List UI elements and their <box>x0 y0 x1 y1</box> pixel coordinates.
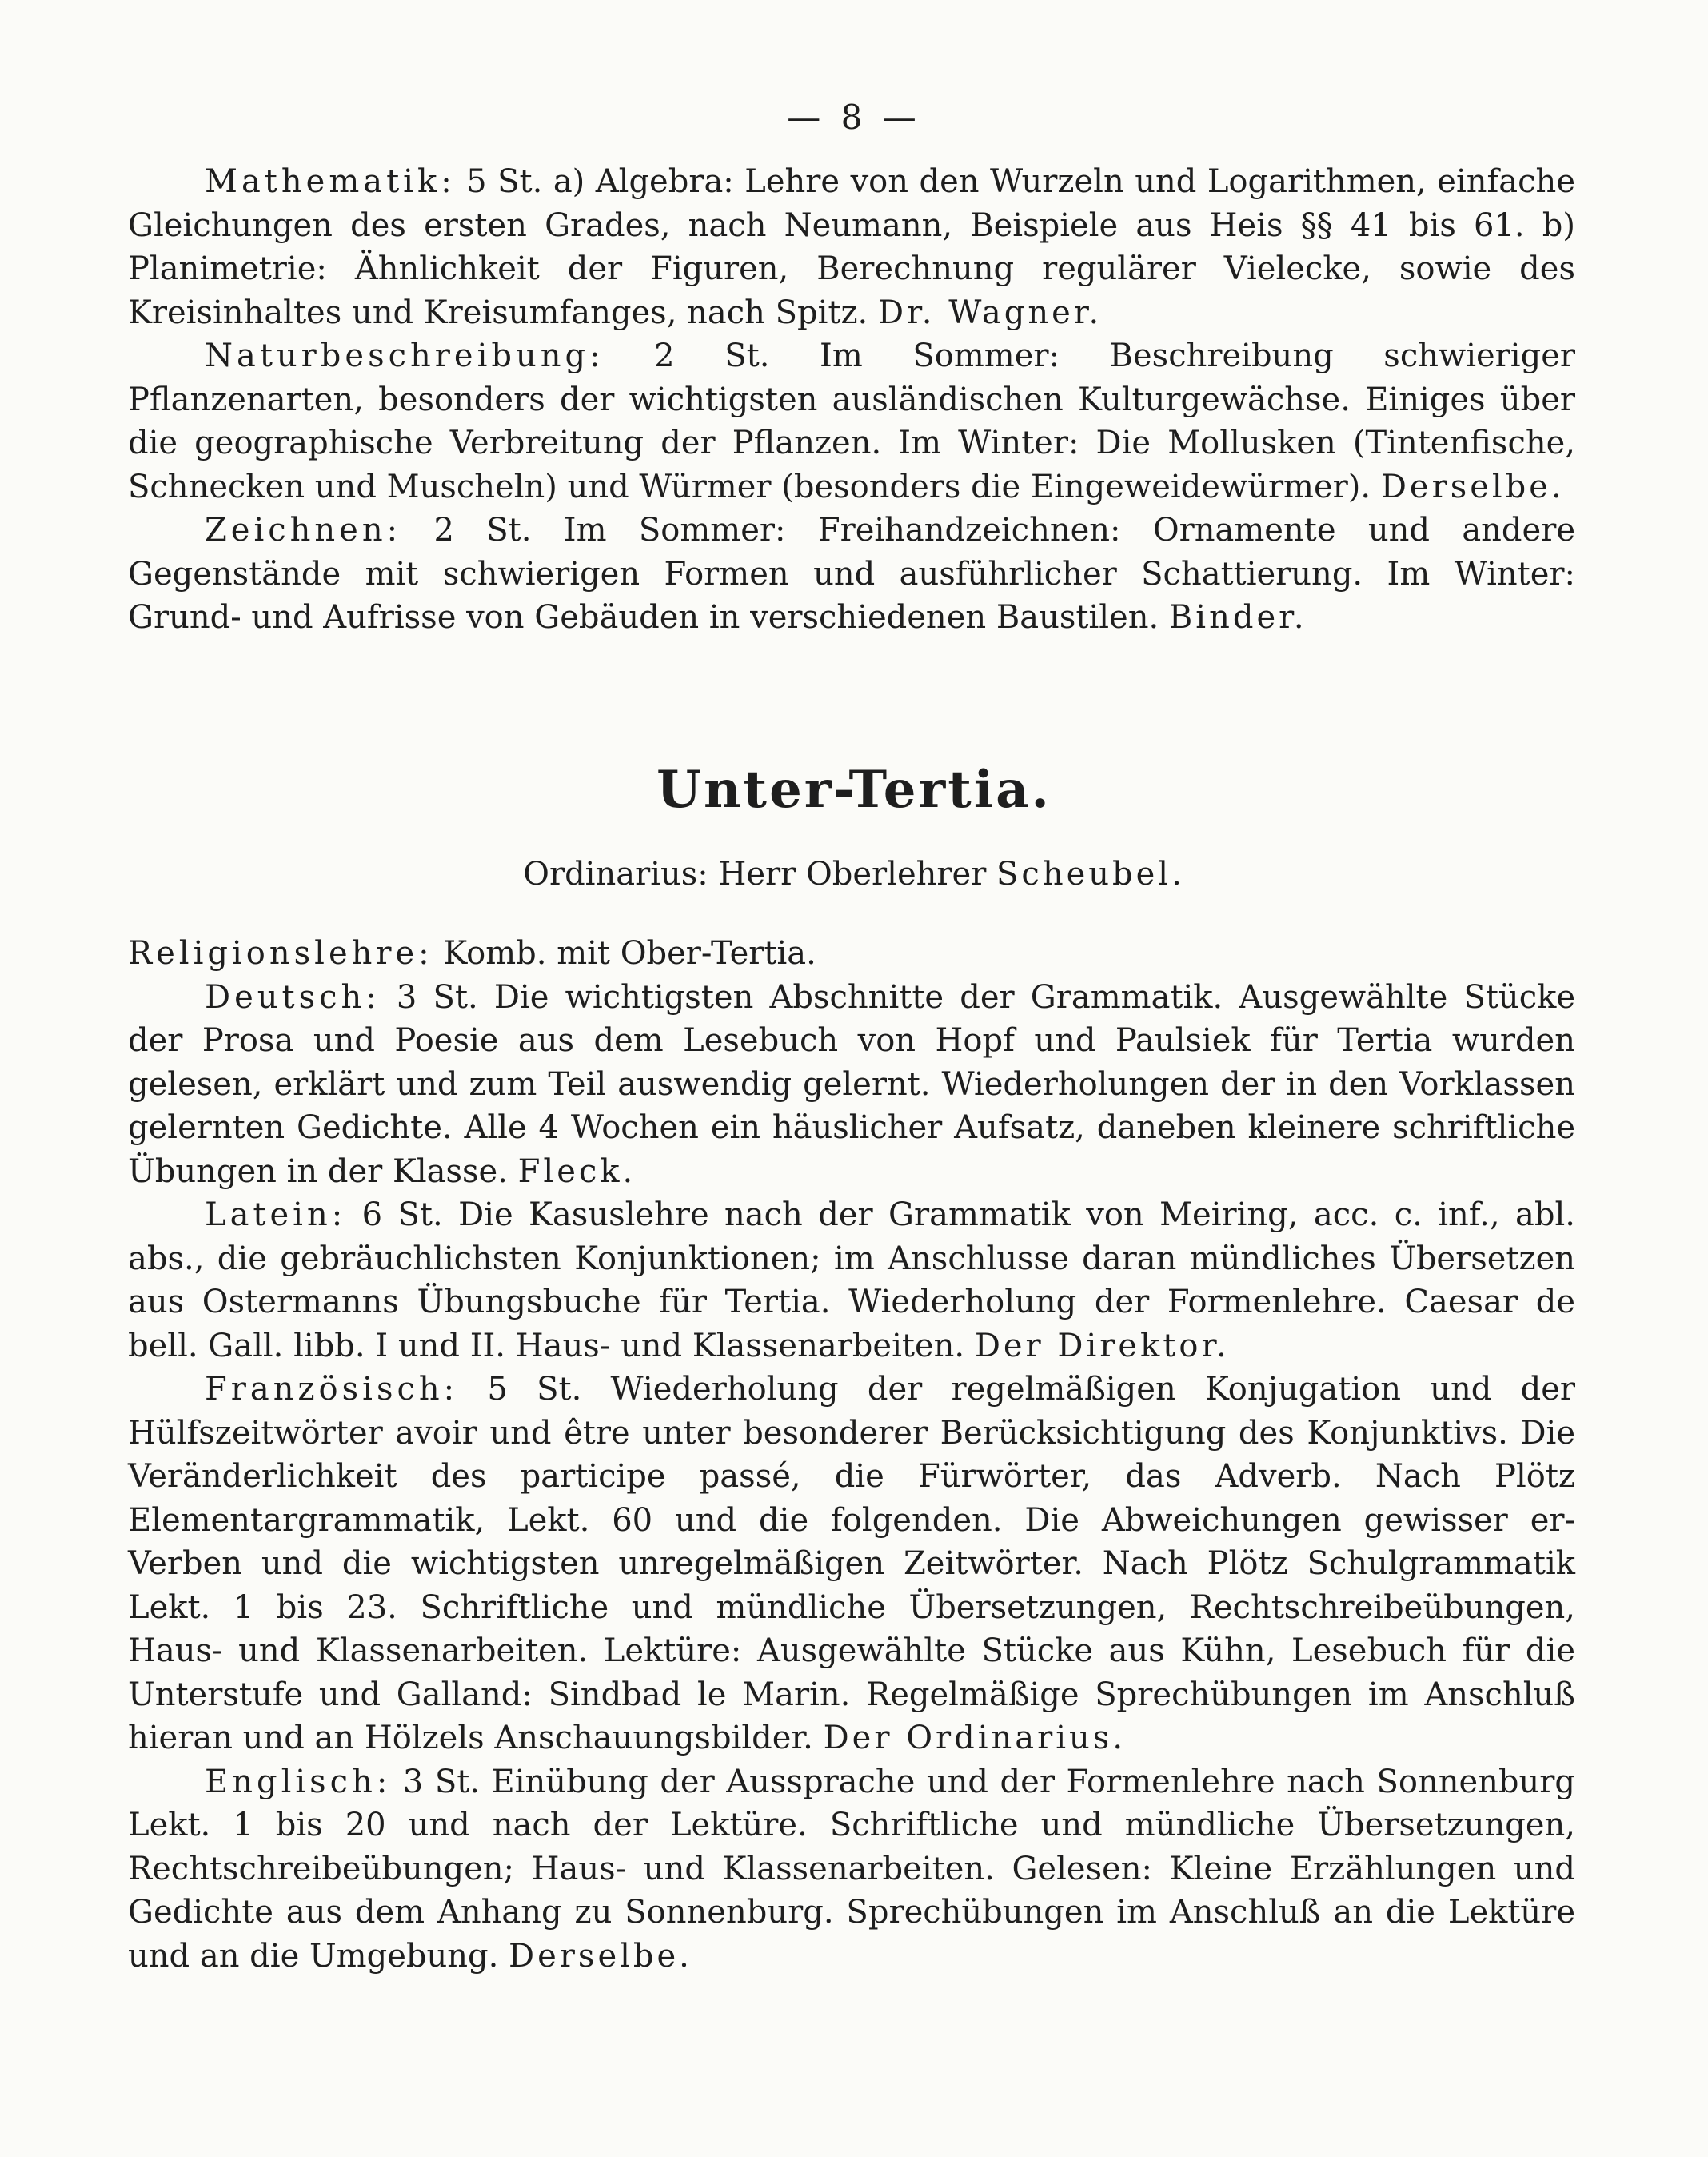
paragraph-text: 3 St. Einübung der Aussprache und der Formenlehre nach Sonnenburg Lekt. 1 bis 20 und nach der Lektüre. Schriftliche und mündliche Übersetzungen, Rechtschreibeübungen; Haus- und Klassenarbeiten. Gelesen: Kleine Erzählungen und Gedichte aus dem Anhang zu Sonnenburg. Sprechübungen im Anschluß an die Lektüre und an die Umgebung. <box>128 1763 1575 1975</box>
paragraph-text: 2 St. Im Sommer: Freihandzeichnen: Ornamente und andere Gegenstände mit schwierigen Formen und ausführlicher Schattierung. Im Winter: Grund- und Aufrisse von Gebäuden in verschiedenen Baustilen. <box>128 512 1575 636</box>
paragraph-latein <box>128 1193 1575 1368</box>
paragraph-zeichnen <box>128 509 1575 640</box>
teacher-name: Derselbe. <box>509 1937 692 1975</box>
subject-heading: Naturbeschreibung: <box>205 338 605 374</box>
subject-heading: Deutsch: <box>205 978 381 1016</box>
subject-heading: Mathematik: <box>205 163 456 200</box>
section-title: Unter-Tertia. <box>656 760 1052 820</box>
teacher-name: Fleck. <box>517 1152 637 1190</box>
paragraph-text: Komb. mit Ober-Tertia. <box>433 935 816 972</box>
paragraph-franzoesisch <box>128 1368 1575 1760</box>
paragraph-text: 5 St. a) Algebra: Lehre von den Wurzeln und Logarithmen, einfache Gleichungen des ersten Grades, nach Neumann, Beispiele aus Heis §§ 41 bis 61. b) Planimetrie: Ähnlichkeit der Figuren, Berechnung regulärer Vielecke, sowie des Kreisinhaltes und Kreisumfanges, nach Spitz. <box>128 163 1575 331</box>
paragraph-text: 3 St. Die wichtigsten Abschnitte der Grammatik. Ausgewählte Stücke der Prosa und Poesie aus dem Lesebuch von Hopf und Paulsiek für Tertia wurden gelesen, erklärt und zum Teil auswendig gelernt. Wiederholungen der in den Vorklassen gelernten Gedichte. Alle 4 Wochen ein häuslicher Aufsatz, daneben kleinere schriftliche Übungen in der Klasse. <box>128 978 1575 1190</box>
subject-heading: Zeichnen: <box>205 512 402 549</box>
teacher-name: Der Ordinarius. <box>823 1720 1127 1756</box>
paragraph-deutsch <box>128 976 1575 1194</box>
paragraph-religionslehre <box>128 932 1575 976</box>
paragraph-naturbeschreibung <box>128 334 1575 509</box>
lower-text-block <box>128 932 1575 1978</box>
teacher-name: Dr. Wagner. <box>878 294 1103 331</box>
upper-text-block <box>128 160 1575 640</box>
ordinarius-line <box>0 856 1708 893</box>
subject-heading: Religionslehre: <box>128 935 433 972</box>
paragraph-text: 2 St. Im Sommer: Beschreibung schwieriger Pflanzenarten, besonders der wichtigsten ausländischen Kulturgewächse. Einiges über die geographische Verbreitung der Pflanzen. Im Winter: Die Mollusken (Tintenfische, Schnecken und Muscheln) und Würmer (besonders die Eingeweidewürmer). <box>128 338 1575 505</box>
page-number: — 8 — <box>787 98 921 137</box>
paragraph-englisch <box>128 1760 1575 1979</box>
subject-heading: Latein: <box>205 1196 347 1233</box>
paragraph-text: 6 St. Die Kasuslehre nach der Grammatik von Meiring, acc. c. inf., abl. abs., die gebräuchlichsten Konjunktionen; im Anschlusse daran mündliches Übersetzen aus Ostermanns Übungsbuche für Tertia. Wiederholung der Formenlehre. Caesar de bell. Gall. libb. I und II. Haus- und Klassenarbeiten. <box>128 1196 1575 1364</box>
subject-heading: Englisch: <box>205 1763 392 1800</box>
paragraph-mathematik <box>128 160 1575 334</box>
ordinarius-label: Ordinarius: Herr Oberlehrer <box>523 856 997 893</box>
teacher-name: Binder. <box>1168 599 1307 636</box>
teacher-name: Derselbe. <box>1380 468 1565 505</box>
subject-heading: Französisch: <box>205 1371 459 1408</box>
teacher-name: Der Direktor. <box>974 1327 1230 1364</box>
paragraph-text: 5 St. Wiederholung der regelmäßigen Konjugation und der Hülfszeitwörter avoir und être unter besonderer Berücksichtigung des Konjunktivs. Die Veränderlichkeit des participe passé, die Fürwörter, das Adverb. Nach Plötz Elementargrammatik, Lekt. 60 und die folgenden. Die Abweichungen gewisser er-Verben und die wichtigsten unregelmäßigen Zeitwörter. Nach Plötz Schulgrammatik Lekt. 1 bis 23. Schriftliche und mündliche Übersetzungen, Rechtschreibeübungen, Haus- und Klassenarbeiten. Lektüre: Ausgewählte Stücke aus Kühn, Lesebuch für die Unterstufe und Galland: Sindbad le Marin. Regelmäßige Sprechübungen im Anschluß hieran und an Hölzels Anschauungsbilder. <box>128 1371 1575 1756</box>
ordinarius-name: Scheubel. <box>996 856 1185 893</box>
